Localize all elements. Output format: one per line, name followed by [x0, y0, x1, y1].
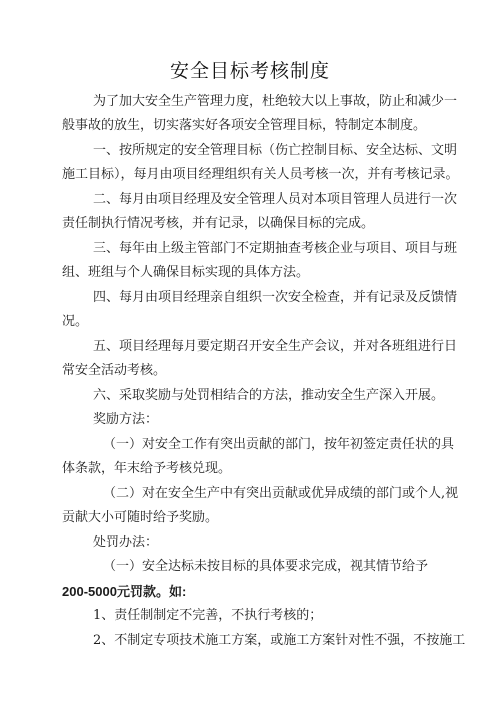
paragraph-line: 二、每月由项目经理及安全管理人员对本项目管理人员进行一次 — [93, 192, 458, 207]
paragraph-line: 四、每月由项目经理亲自组织一次安全检查，并有记录及反馈情 — [93, 290, 458, 305]
section-label: 处罚办法： — [93, 535, 159, 550]
paragraph-line: （二）对在安全生产中有突出贡献或优异成绩的部门或个人,视 — [103, 486, 459, 501]
paragraph-line: 贡献大小可随时给予奖励。 — [62, 510, 219, 525]
paragraph-line: 常安全活动考核。 — [62, 363, 167, 378]
paragraph-line: 般事故的放生，切实落实好各项安全管理目标，特制定本制度。 — [62, 118, 427, 133]
list-item: 2、不制定专项技术施工方案，或施工方案针对性不强，不按施工 — [93, 633, 466, 648]
list-item: 1、责任制制定不完善，不执行考核的； — [93, 608, 323, 623]
paragraph-line: 一、按所规定的安全管理目标（伤亡控制目标、安全达标、文明 — [93, 143, 458, 158]
paragraph-line: 组、班组与个人确保目标实现的具体方法。 — [62, 265, 310, 280]
paragraph-line: （一）安全达标未按目标的具体要求完成，视其情节给予 — [103, 559, 429, 574]
paragraph-line: 六、采取奖励与处罚相结合的方法，推动安全生产深入开展。 — [93, 388, 445, 403]
paragraph-line: 责任制执行情况考核，并有记录，以确保目标的完成。 — [62, 216, 375, 231]
paragraph-line: 施工目标），每月由项目经理组织有关人员考核一次，并有考核记录。 — [62, 167, 459, 182]
paragraph-line: 200-5000元罚款。如: — [62, 584, 187, 599]
paragraph-line: 三、每年由上级主管部门不定期抽查考核企业与项目、项目与班 — [93, 241, 458, 256]
paragraph-line: 体条款，年末给予考核兑现。 — [62, 461, 232, 476]
paragraph-line: 五、项目经理每月要定期召开安全生产会议，并对各班组进行日 — [93, 339, 458, 354]
paragraph-line: （一）对安全工作有突出贡献的部门，按年初签定责任状的具 — [103, 437, 455, 452]
paragraph-line: 况。 — [62, 314, 89, 329]
section-label: 奖励方法： — [93, 412, 159, 427]
paragraph-line: 为了加大安全生产管理力度，杜绝较大以上事故，防止和减少一 — [93, 94, 458, 109]
document-title: 安全目标考核制度 — [169, 60, 330, 82]
